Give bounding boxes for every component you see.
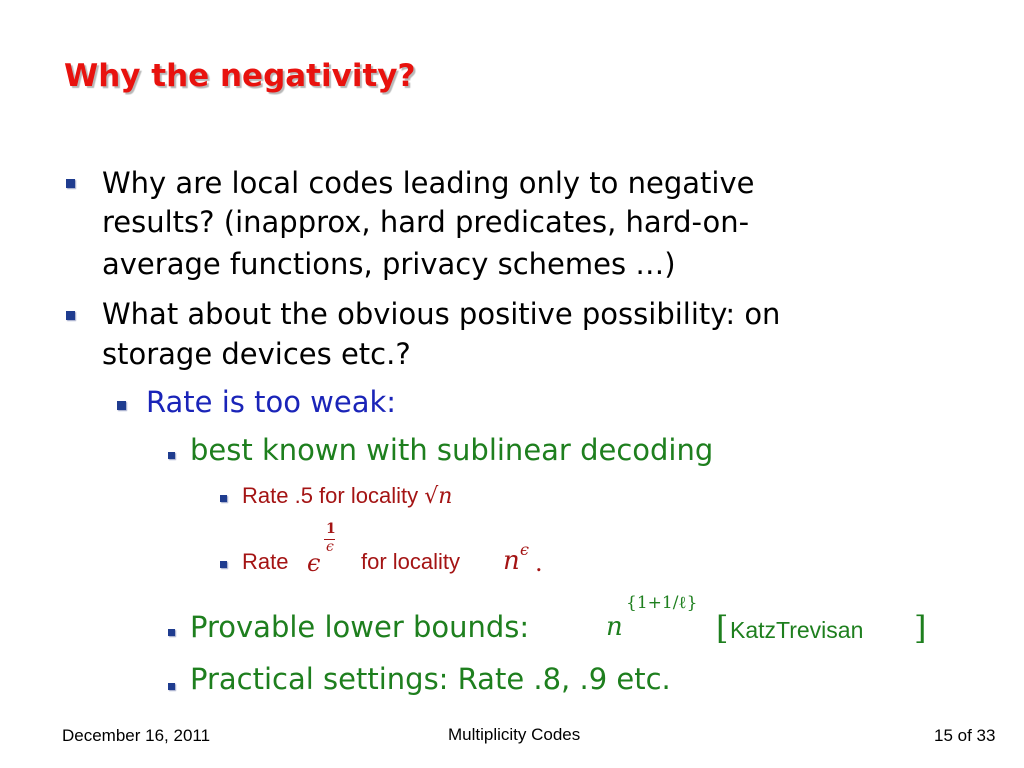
rate-half-label: Rate .5 for locality <box>242 483 419 508</box>
lower-bound-exponent: {1+1/ℓ} <box>626 593 698 613</box>
bullet-square-icon <box>66 179 75 188</box>
bullet-square-icon <box>220 561 227 568</box>
bullet-square-icon <box>117 401 126 410</box>
bullet-square-icon <box>168 452 175 459</box>
rate-too-weak-text: Rate is too weak: <box>146 385 397 419</box>
citation-text: KatzTrevisan <box>730 617 864 643</box>
lower-bounds-text: Provable lower bounds: <box>190 610 530 644</box>
footer-title: Multiplicity Codes <box>448 725 581 744</box>
n-math: 𝑛 <box>503 546 520 576</box>
exponent-denominator: ϵ <box>326 539 334 555</box>
n-math: 𝑛 <box>606 612 623 642</box>
citation-left-bracket: [ <box>716 609 729 647</box>
for-locality-label: for locality <box>361 549 461 574</box>
rate-eps-label: Rate <box>242 549 289 574</box>
footer-date: December 16, 2011 <box>62 726 211 745</box>
bullet-square-icon <box>168 683 175 690</box>
best-known-text: best known with sublinear decoding <box>190 433 714 467</box>
bullet-square-icon <box>66 311 75 320</box>
citation-right-bracket: ] <box>914 609 927 647</box>
bullet-1-line-2: results? (inapprox, hard predicates, hard-on- <box>102 205 750 239</box>
epsilon-base-math: ϵ <box>307 549 321 577</box>
bullet-1-line-3: average functions, privacy schemes …) <box>102 247 676 281</box>
bullet-2-line-1: What about the obvious positive possibility: on <box>102 297 781 331</box>
bullet-square-icon <box>168 629 175 636</box>
bullet-square-icon <box>220 495 227 502</box>
practical-settings-text: Practical settings: Rate .8, .9 etc. <box>190 662 671 696</box>
exponent-numerator: 1 <box>326 521 336 537</box>
footer-page-number: 15 of 33 <box>934 726 996 745</box>
rate-half-text <box>242 483 452 509</box>
n-exponent-math: ϵ <box>520 540 529 559</box>
period-text: . <box>535 549 543 577</box>
slide-title: Why the negativity? <box>64 58 416 94</box>
bullet-2-line-2: storage devices etc.? <box>102 337 411 371</box>
bullet-1-line-1: Why are local codes leading only to negative <box>102 166 755 200</box>
sqrt-n-math: √𝑛 <box>424 484 453 509</box>
